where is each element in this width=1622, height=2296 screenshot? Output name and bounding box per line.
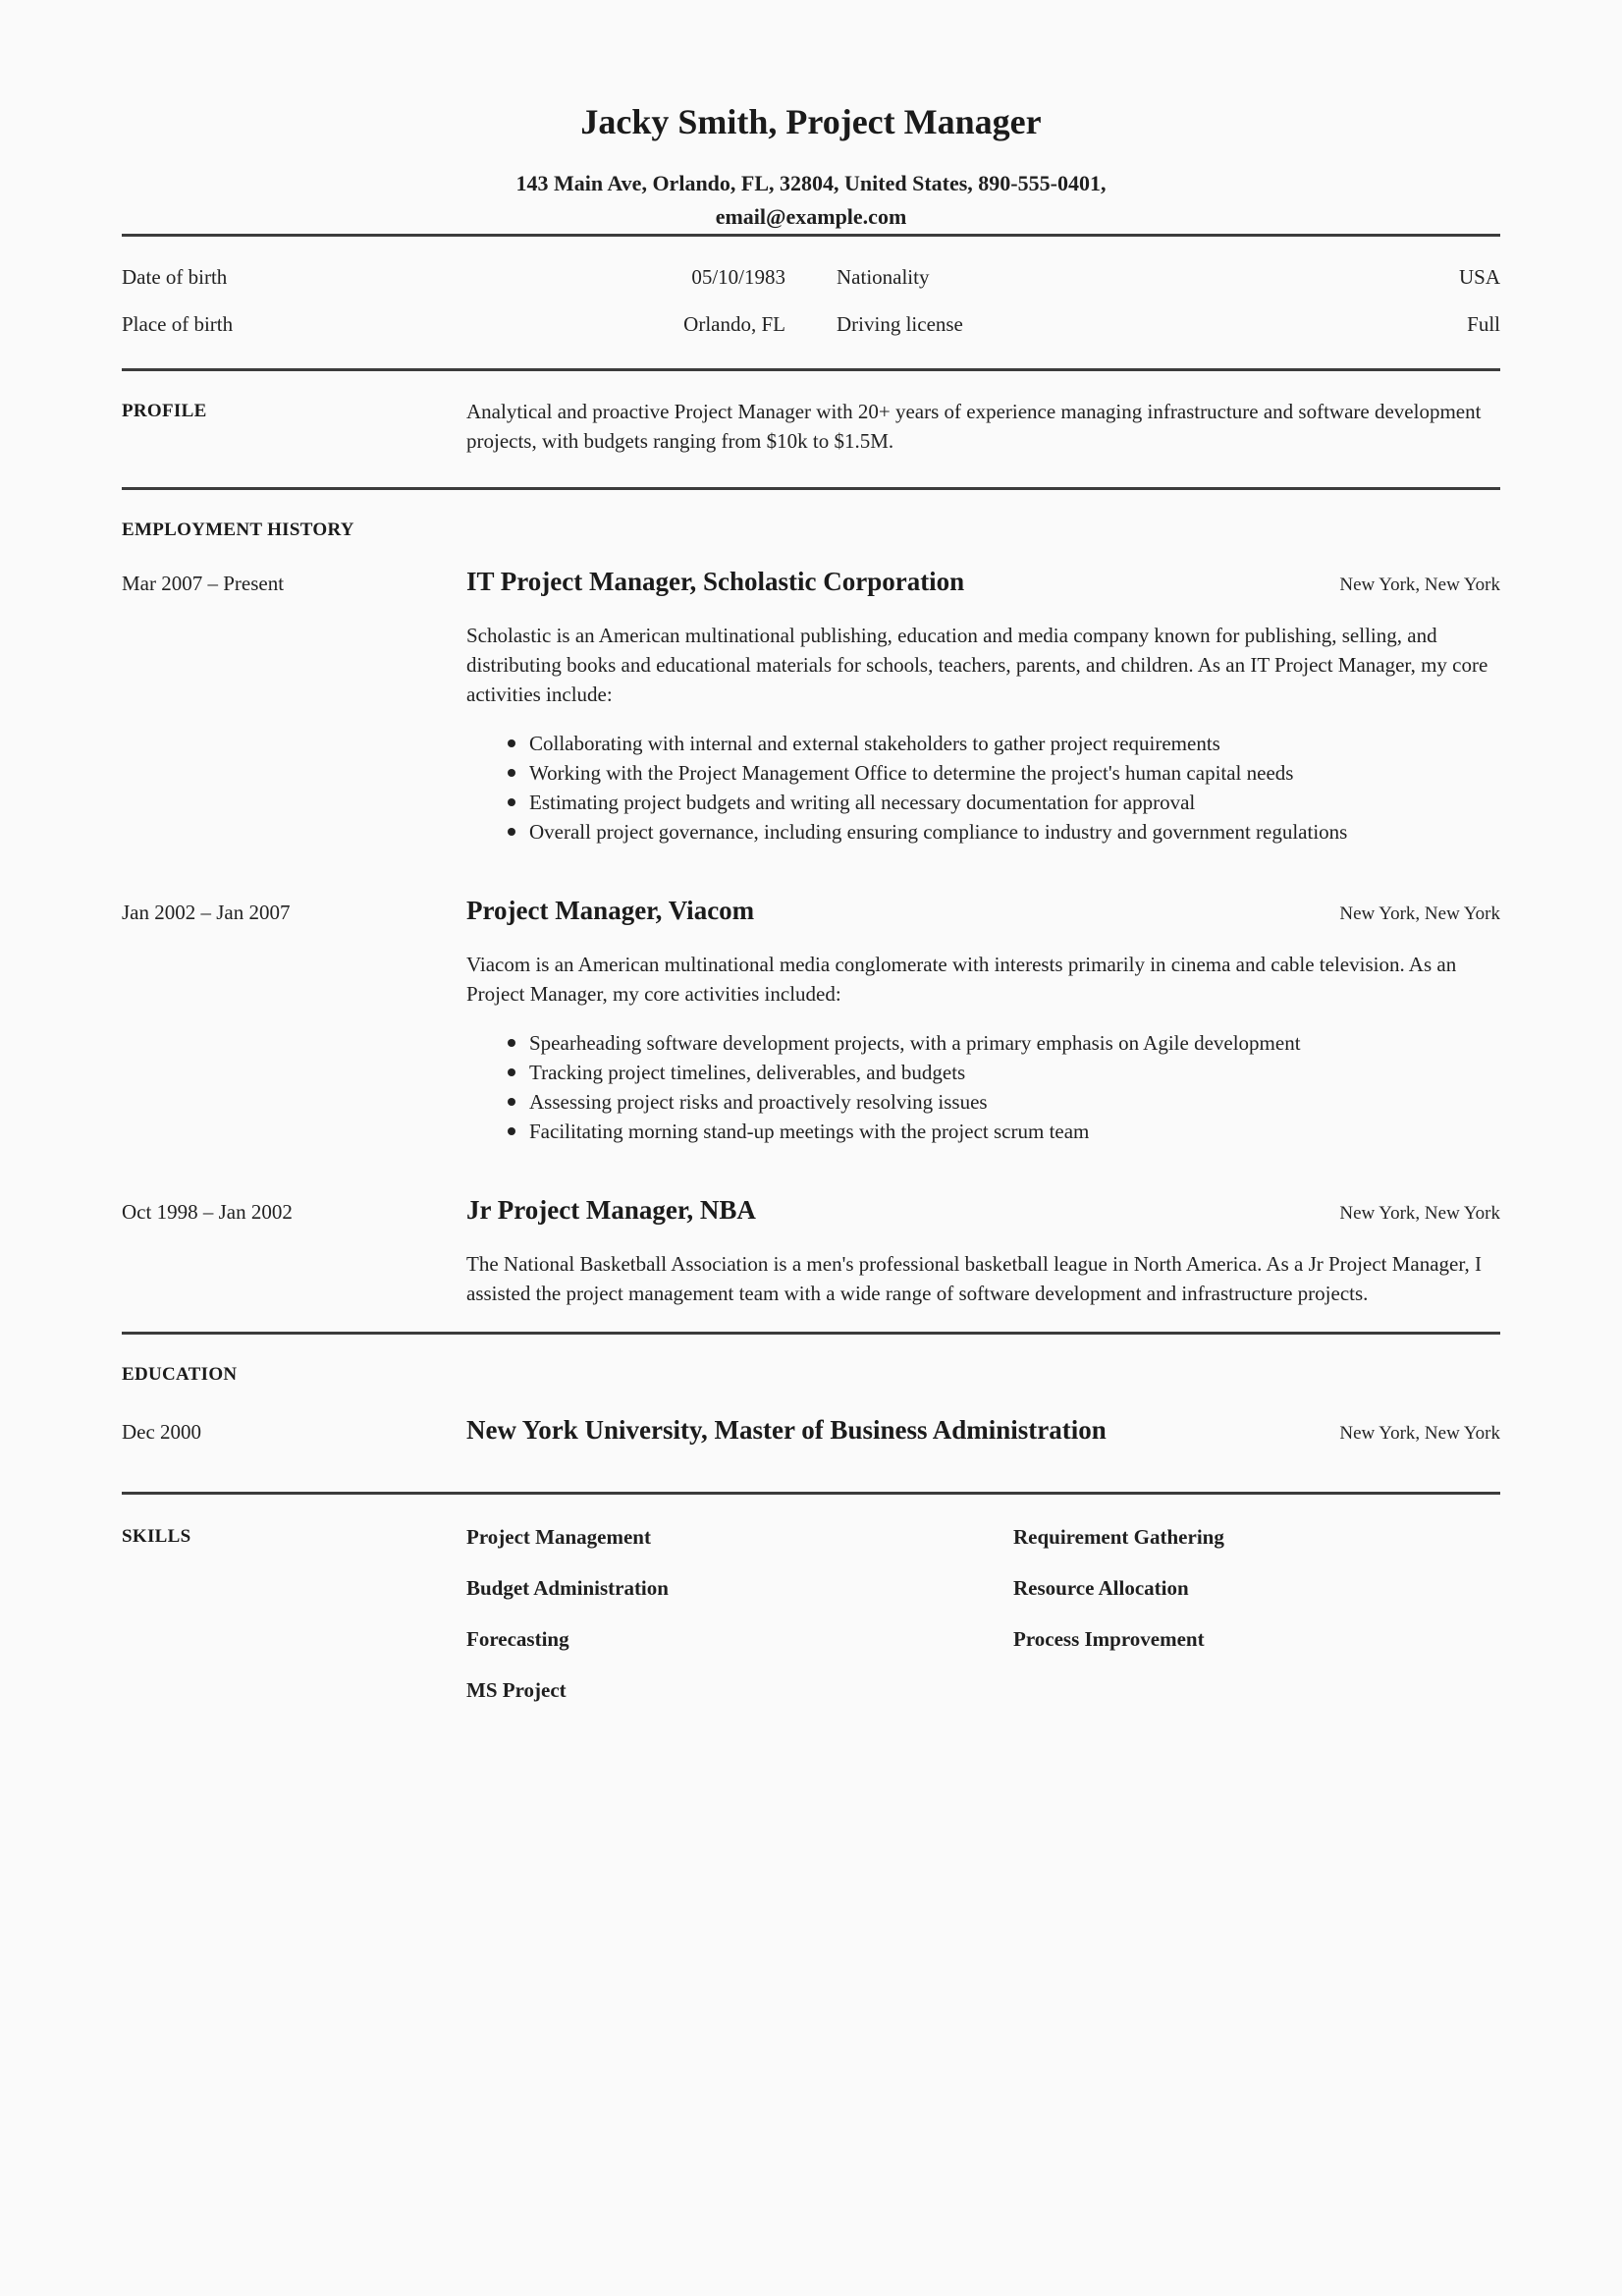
education-main <box>466 1413 1500 1449</box>
bullet-icon <box>508 1039 515 1047</box>
job-title: IT Project Manager, Scholastic Corporation <box>466 567 965 596</box>
detail-label-nationality: Nationality <box>837 265 930 289</box>
skill-item: Forecasting <box>466 1627 569 1651</box>
detail-row <box>122 262 1500 292</box>
detail-label-date-of-birth: Date of birth <box>122 265 228 289</box>
education-title: New York University, Master of Business Administration <box>466 1415 1107 1445</box>
bullet-item <box>466 1028 1500 1058</box>
job-entry <box>122 894 1500 1146</box>
profile-text: Analytical and proactive Project Manager with 20+ years of experience managing infrastructure and software development projects, with budgets ranging from $10k to $1.5M. <box>466 400 1482 453</box>
job-body <box>466 565 1500 847</box>
detail-value-driving-license: Full <box>1467 312 1500 336</box>
personal-details-section <box>122 237 1500 368</box>
contact-email: email@example.com <box>715 204 907 229</box>
job-header <box>466 1193 1500 1229</box>
bullet-item <box>466 1087 1500 1117</box>
bullet-list <box>466 729 1500 847</box>
detail-label-place-of-birth: Place of birth <box>122 312 234 336</box>
skill-item: MS Project <box>466 1678 567 1702</box>
job-location: New York, New York <box>1339 903 1500 924</box>
detail-label-driving-license: Driving license <box>837 312 963 336</box>
bullet-icon <box>508 1127 515 1135</box>
section-heading-profile: PROFILE <box>122 401 207 421</box>
detail-row <box>122 309 1500 339</box>
skills-column-2 <box>1013 1522 1500 1726</box>
job-dates: Jan 2002 – Jan 2007 <box>122 901 291 924</box>
bullet-item-text: Estimating project budgets and writing all necessary documentation for approval <box>529 791 1196 814</box>
bullet-icon <box>508 798 515 806</box>
education-entry <box>122 1413 1500 1449</box>
job-location: New York, New York <box>1339 1203 1500 1224</box>
job-header <box>466 565 1500 600</box>
job-location: New York, New York <box>1339 574 1500 595</box>
bullet-item-text: Working with the Project Management Office to determine the project's human capital needs <box>529 761 1294 785</box>
skills-column-1 <box>466 1522 1013 1726</box>
education-dates: Dec 2000 <box>122 1420 202 1444</box>
bullet-item-text: Collaborating with internal and external stakeholders to gather project requirements <box>529 732 1220 755</box>
job-dates: Mar 2007 – Present <box>122 572 285 595</box>
skill-item: Budget Administration <box>466 1576 669 1600</box>
skills-section <box>122 1495 1500 1726</box>
skill-item: Requirement Gathering <box>1013 1525 1224 1549</box>
section-heading-skills: SKILLS <box>122 1526 191 1547</box>
detail-value-place-of-birth: Orlando, FL <box>683 312 785 336</box>
detail-value-nationality: USA <box>1458 265 1500 289</box>
job-description: Viacom is an American multinational media conglomerate with interests primarily in cinema and cable television. As an Project Manager, my core activities included: <box>466 953 1457 1006</box>
bullet-list <box>466 1028 1500 1146</box>
profile-section <box>122 371 1500 487</box>
job-title: Project Manager, Viacom <box>466 896 755 925</box>
bullet-icon <box>508 739 515 747</box>
bullet-item <box>466 729 1500 758</box>
section-heading-education: EDUCATION <box>122 1364 238 1385</box>
bullet-item <box>466 758 1500 788</box>
skill-item: Project Management <box>466 1525 651 1549</box>
skill-item: Process Improvement <box>1013 1627 1205 1651</box>
job-entry <box>122 1193 1500 1308</box>
job-body <box>466 1193 1500 1308</box>
skills-grid <box>466 1522 1500 1726</box>
job-entry <box>122 565 1500 847</box>
bullet-item <box>466 788 1500 817</box>
bullet-item-text: Spearheading software development projects, with a primary emphasis on Agile development <box>529 1031 1301 1055</box>
job-description: Scholastic is an American multinational publishing, education and media company known for publishing, selling, and distributing books and educational materials for schools, teachers, parents, and children. As an IT Project Manager, my core activities include: <box>466 624 1488 706</box>
bullet-icon <box>508 769 515 777</box>
bullet-item-text: Assessing project risks and proactively resolving issues <box>529 1090 988 1114</box>
skill-item: Resource Allocation <box>1013 1576 1189 1600</box>
job-header <box>466 894 1500 929</box>
education-location: New York, New York <box>1339 1423 1500 1444</box>
job-body <box>466 894 1500 1146</box>
job-dates: Oct 1998 – Jan 2002 <box>122 1200 293 1224</box>
job-description: The National Basketball Association is a men's professional basketball league in North America. As a Jr Project Manager, I assisted the project management team with a wide range of software development and infrastructure projects. <box>466 1252 1483 1305</box>
job-title: Jr Project Manager, NBA <box>466 1195 756 1225</box>
bullet-item <box>466 1117 1500 1146</box>
bullet-item-text: Overall project governance, including ensuring compliance to industry and government regulations <box>529 820 1348 844</box>
detail-value-date-of-birth: 05/10/1983 <box>691 265 785 289</box>
contact-block <box>122 167 1500 234</box>
bullet-icon <box>508 828 515 836</box>
section-heading-employment: EMPLOYMENT HISTORY <box>122 519 354 540</box>
bullet-icon <box>508 1068 515 1076</box>
contact-address: 143 Main Ave, Orlando, FL, 32804, United States, 890-555-0401, <box>515 171 1107 195</box>
bullet-item <box>466 817 1500 847</box>
education-section <box>122 1335 1500 1492</box>
bullet-icon <box>508 1098 515 1106</box>
bullet-item-text: Facilitating morning stand-up meetings with the project scrum team <box>529 1120 1090 1143</box>
bullet-item <box>466 1058 1500 1087</box>
employment-section <box>122 490 1500 1332</box>
bullet-item-text: Tracking project timelines, deliverables, and budgets <box>529 1061 966 1084</box>
page-title: Jacky Smith, Project Manager <box>580 102 1042 141</box>
